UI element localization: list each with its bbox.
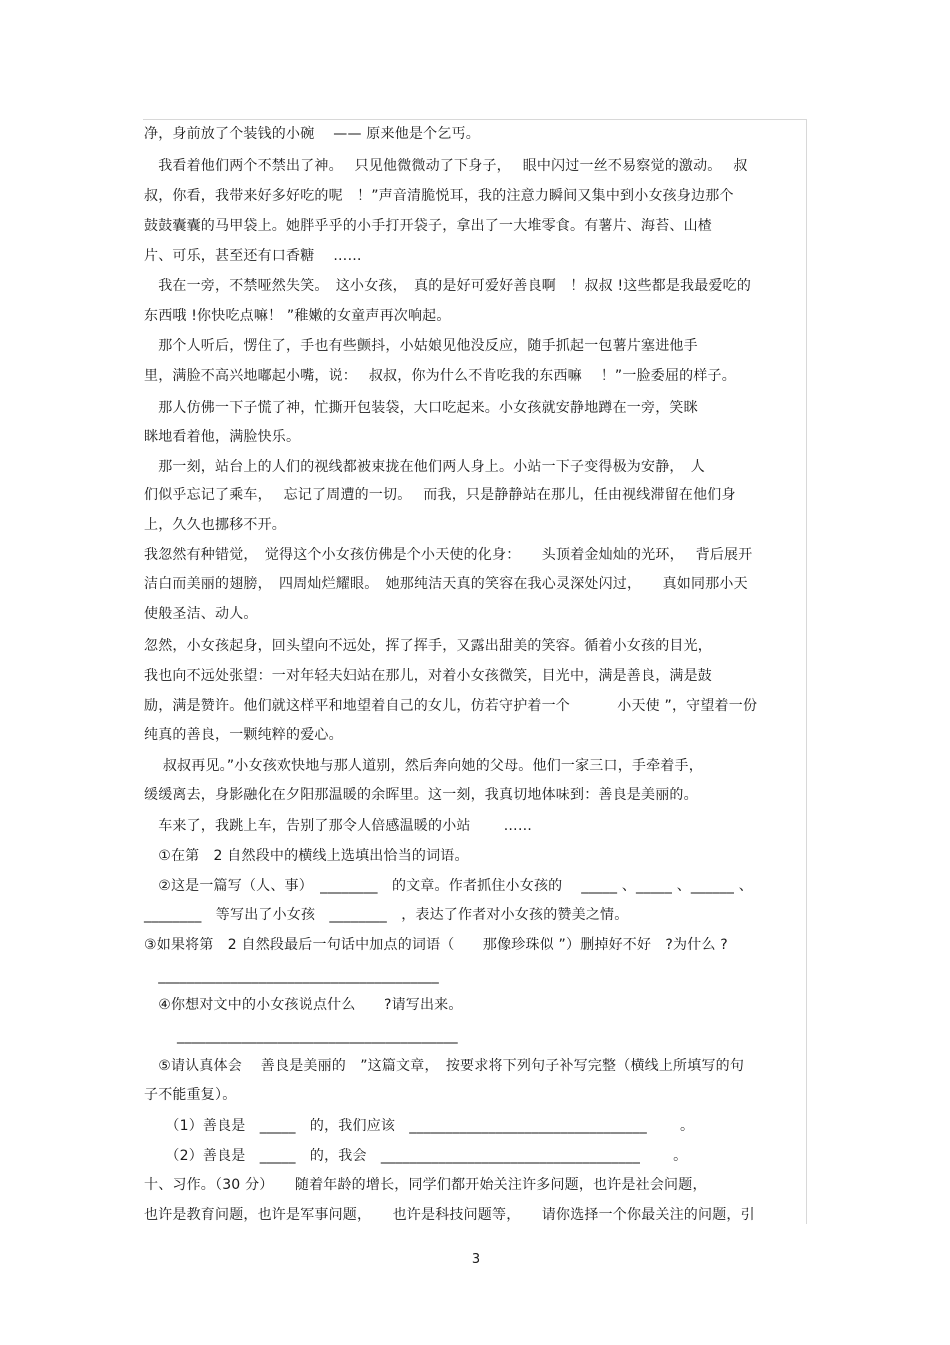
- text-line: 洁白而美丽的翅膀， 四周灿烂耀眼。 她那纯洁天真的笑容在我心灵深处闪过， 真如同那小天: [144, 576, 748, 592]
- question-line: ________ 等写出了小女孩 ________ ，表达了作者对小女孩的赞美之情。: [144, 907, 629, 923]
- question-line: ④你想对文中的小女孩说点什么 ?请写出来。: [144, 997, 463, 1013]
- text-line: 我在一旁，不禁哑然失笑。 这小女孩， 真的是好可爱好善良啊 ！叔叔 !这些都是我最爱吃的: [144, 278, 752, 294]
- text-line: 也许是教育问题，也许是军事问题， 也许是科技问题等， 请你选择一个你最关注的问题，引: [144, 1207, 755, 1223]
- text-line: 我也向不远处张望：一对年轻夫妇站在那儿，对着小女孩微笑，目光中，满是善良，满是鼓: [144, 668, 712, 684]
- text-line: 励，满是赞许。他们就这样平和地望着自己的女儿，仿若守护着一个 小天使 ”，守望着一份: [144, 698, 758, 714]
- text-line: 车来了，我跳上车，告别了那令人倍感温暖的小站 ……: [144, 818, 533, 834]
- page-number: 3: [471, 1252, 481, 1267]
- question-line: （1）善良是 _____ 的，我们应该 _________________________________ 。: [144, 1118, 695, 1134]
- text-line: 那个人听后，愣住了，手也有些颤抖，小姑娘见他没反应，随手抓起一包薯片塞进他手: [144, 338, 698, 354]
- text-line: 片、可乐，甚至还有口香糖 ……: [144, 248, 362, 264]
- text-line: 叔，你看，我带来好多好吃的呢 ！”声音清脆悦耳，我的注意力瞬间又集中到小女孩身边那个: [144, 188, 734, 204]
- text-line: 东西哦 !你快吃点嘛！ ”稚嫩的女童声再次响起。: [144, 308, 451, 324]
- text-line: 鼓鼓囊囊的马甲袋上。她胖乎乎的小手打开袋子，拿出了一大堆零食。有薯片、海苔、山楂: [144, 218, 712, 234]
- text-line: 那一刻，站台上的人们的视线都被束拢在他们两人身上。小站一下子变得极为安静， 人: [144, 459, 705, 475]
- text-line: 里，满脸不高兴地嘟起小嘴，说： 叔叔，你为什么不肯吃我的东西嘛 ！”一脸委屈的样子。: [144, 368, 736, 384]
- section-heading-line: 十、习作。（30 分） 随着年龄的增长，同学们都开始关注许多问题，也许是社会问题，: [144, 1177, 707, 1193]
- text-line: 忽然，小女孩起身，回头望向不远处，挥了挥手，又露出甜美的笑容。循着小女孩的目光，: [144, 638, 712, 654]
- text-line: 那人仿佛一下子慌了神，忙撕开包装袋，大口吃起来。小女孩就安静地蹲在一旁，笑眯: [144, 400, 698, 416]
- text-line: 眯地看着他，满脸快乐。: [144, 429, 301, 445]
- text-line: 净，身前放了个装钱的小碗 —— 原来他是个乞丐。: [144, 126, 480, 142]
- answer-blank-line: _______________________________________: [144, 968, 439, 984]
- text-line: 们似乎忘记了乘车， 忘记了周遭的一切。 而我，只是静静站在那儿，任由视线滞留在他们身: [144, 487, 736, 503]
- text-line: 纯真的善良，一颗纯粹的爱心。: [144, 727, 343, 743]
- text-line: 我忽然有种错觉， 觉得这个小女孩仿佛是个小天使的化身： 头顶着金灿灿的光环， 背后展开: [144, 547, 753, 563]
- text-line: 使般圣洁、动人。: [144, 606, 258, 622]
- question-line: ③如果将第 2 自然段最后一句话中加点的词语（ 那像珍珠似 ”）删掉好不好 ?为什么 ?: [144, 937, 728, 953]
- text-line: 缓缓离去，身影融化在夕阳那温暖的余晖里。这一刻，我真切地体味到：善良是美丽的。: [144, 787, 698, 803]
- question-line: （2）善良是 _____ 的，我会 ____________________________________ 。: [144, 1148, 688, 1164]
- text-line: 上，久久也挪移不开。: [144, 517, 286, 533]
- text-line: 叔叔再见。”小女孩欢快地与那人道别，然后奔向她的父母。他们一家三口，手牵着手，: [144, 758, 703, 774]
- question-line: 子不能重复）。: [144, 1087, 237, 1103]
- question-line: ②这是一篇写（人、事） ________ 的文章。作者抓住小女孩的 _____ 、_____ 、______ 、: [144, 878, 753, 894]
- question-line: ①在第 2 自然段中的横线上选填出恰当的词语。: [144, 848, 469, 864]
- question-line: ⑤请认真体会 善良是美丽的 ”这篇文章， 按要求将下列句子补写完整（横线上所填写的句: [144, 1058, 745, 1074]
- text-line: 我看着他们两个不禁出了神。 只见他微微动了下身子， 眼中闪过一丝不易察觉的激动。 叔: [144, 158, 748, 174]
- answer-blank-line: _______________________________________: [144, 1028, 458, 1044]
